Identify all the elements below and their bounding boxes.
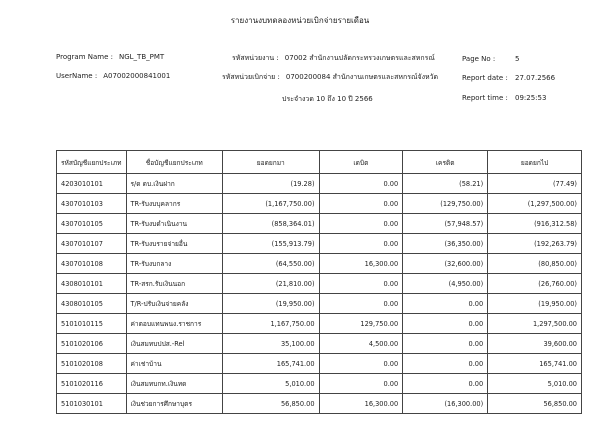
cell-credit: (32,600.00) (403, 254, 488, 274)
cell-opening-balance: 5,010.00 (223, 374, 320, 394)
table-row (57, 254, 582, 274)
cell-credit: (4,950.00) (403, 274, 488, 294)
cell-account-code: 5101020116 (57, 374, 127, 394)
report-title: รายงานงบทดลองหน่วยเบิกจ่ายรายเดือน (230, 16, 370, 25)
table-row (57, 374, 582, 394)
cell-account-name: TR-รับงบรายจ่ายอื่น (126, 234, 222, 254)
header-credit: เครดิต (403, 151, 488, 174)
agency-code-label: รหัสหน่วยงาน : (232, 54, 279, 62)
cell-credit: 0.00 (403, 354, 488, 374)
report-date (462, 74, 555, 82)
user-name-label: UserName : (56, 72, 98, 80)
cell-debit: 0.00 (319, 234, 403, 254)
report-time-value: 09:25:53 (515, 94, 547, 102)
cell-debit: 0.00 (319, 214, 403, 234)
cell-credit: (129,750.00) (403, 194, 488, 214)
cell-debit: 0.00 (319, 174, 403, 194)
cell-account-code: 5101020106 (57, 334, 127, 354)
page-number-label: Page No : (462, 55, 496, 63)
table-row (57, 354, 582, 374)
table-row (57, 274, 582, 294)
table-body (57, 174, 582, 414)
report-date-label: Report date : (462, 74, 508, 82)
cell-debit: 0.00 (319, 374, 403, 394)
page-number (462, 55, 519, 63)
cell-credit: (16,300.00) (403, 394, 488, 414)
disburse-unit-value: 0700200084 สำนักงานเกษตรและสหกรณ์จังหวัด (285, 73, 439, 81)
cell-credit: 0.00 (403, 374, 488, 394)
header-account-name: ชื่อบัญชีแยกประเภท (126, 151, 222, 174)
cell-debit: 0.00 (319, 354, 403, 374)
cell-account-name: ค่าตอบแทนพนง.ราชการ (126, 314, 222, 334)
table-header-row (57, 151, 582, 174)
program-name-value: NGL_TB_PMT (119, 53, 165, 61)
cell-closing-balance: (26,760.00) (488, 274, 582, 294)
cell-closing-balance: (192,263.79) (488, 234, 582, 254)
cell-account-code: 4203010101 (57, 174, 127, 194)
cell-opening-balance: (64,550.00) (223, 254, 320, 274)
cell-debit: 4,500.00 (319, 334, 403, 354)
cell-account-code: 5101010115 (57, 314, 127, 334)
cell-credit: (57,948.57) (403, 214, 488, 234)
cell-account-name: ร/ด ดบ.เงินฝาก (126, 174, 222, 194)
disburse-unit-label: รหัสหน่วยเบิกจ่าย : (222, 73, 280, 81)
cell-debit: 16,300.00 (319, 254, 403, 274)
table-row (57, 214, 582, 234)
cell-opening-balance: (155,913.79) (223, 234, 320, 254)
cell-opening-balance: 35,100.00 (223, 334, 320, 354)
cell-account-code: 4308010105 (57, 294, 127, 314)
report-time (462, 94, 546, 102)
header-closing-balance: ยอดยกไป (488, 151, 582, 174)
header-opening-balance: ยอดยกมา (223, 151, 320, 174)
cell-debit: 129,750.00 (319, 314, 403, 334)
cell-account-name: T/R-ปรับเงินจ่ายคลัง (126, 294, 222, 314)
cell-opening-balance: 56,850.00 (223, 394, 320, 414)
table-row (57, 334, 582, 354)
cell-opening-balance: (1,167,750.00) (223, 194, 320, 214)
cell-opening-balance: 165,741.00 (223, 354, 320, 374)
cell-account-name: TR-รับงบกลาง (126, 254, 222, 274)
cell-credit: (58.21) (403, 174, 488, 194)
cell-closing-balance: 56,850.00 (488, 394, 582, 414)
cell-credit: (36,350.00) (403, 234, 488, 254)
cell-account-name: เงินช่วยการศึกษาบุตร (126, 394, 222, 414)
cell-account-code: 4307010105 (57, 214, 127, 234)
cell-account-name: เงินสมทบกท.เงินทด (126, 374, 222, 394)
table-row (57, 234, 582, 254)
cell-account-name: เงินสมทบปปส.-Rel (126, 334, 222, 354)
cell-closing-balance: (80,850.00) (488, 254, 582, 274)
cell-account-code: 5101020108 (57, 354, 127, 374)
cell-account-code: 4308010101 (57, 274, 127, 294)
report-period: ประจำงวด 10 ถึง 10 ปี 2566 (282, 95, 373, 103)
program-name-label: Program Name : (56, 53, 113, 61)
header-debit: เดบิต (319, 151, 403, 174)
table-row (57, 314, 582, 334)
cell-closing-balance: (19,950.00) (488, 294, 582, 314)
cell-credit: 0.00 (403, 314, 488, 334)
cell-closing-balance: (77.49) (488, 174, 582, 194)
cell-opening-balance: 1,167,750.00 (223, 314, 320, 334)
cell-debit: 0.00 (319, 194, 403, 214)
cell-credit: 0.00 (403, 294, 488, 314)
trial-balance-table (56, 150, 582, 414)
cell-account-code: 4307010103 (57, 194, 127, 214)
report-time-label: Report time : (462, 94, 508, 102)
report-date-value: 27.07.2566 (515, 74, 556, 82)
cell-account-name: TR-สรก.รับเงินนอก (126, 274, 222, 294)
table-row (57, 174, 582, 194)
table-row (57, 394, 582, 414)
cell-debit: 0.00 (319, 294, 403, 314)
agency-code-value: 07002 สำนักงานปลัดกระทรวงเกษตรและสหกรณ์ (284, 54, 435, 62)
page-number-value: 5 (515, 55, 520, 63)
cell-debit: 0.00 (319, 274, 403, 294)
table-row (57, 294, 582, 314)
cell-closing-balance: (1,297,500.00) (488, 194, 582, 214)
cell-closing-balance: 5,010.00 (488, 374, 582, 394)
cell-account-code: 4307010108 (57, 254, 127, 274)
cell-closing-balance: 165,741.00 (488, 354, 582, 374)
cell-account-name: ค่าเช่าบ้าน (126, 354, 222, 374)
cell-debit: 16,300.00 (319, 394, 403, 414)
cell-opening-balance: (19,950.00) (223, 294, 320, 314)
cell-account-code: 5101030101 (57, 394, 127, 414)
cell-opening-balance: (19.28) (223, 174, 320, 194)
cell-opening-balance: (858,364.01) (223, 214, 320, 234)
cell-account-name: TR-รับงบดำเนินงาน (126, 214, 222, 234)
cell-account-code: 4307010107 (57, 234, 127, 254)
cell-closing-balance: 1,297,500.00 (488, 314, 582, 334)
cell-closing-balance: 39,600.00 (488, 334, 582, 354)
user-name (56, 72, 170, 80)
cell-account-name: TR-รับงบบุคลากร (126, 194, 222, 214)
header-account-code: รหัสบัญชีแยกประเภท (57, 151, 127, 174)
cell-closing-balance: (916,312.58) (488, 214, 582, 234)
table-row (57, 194, 582, 214)
agency-code (232, 53, 435, 64)
cell-opening-balance: (21,810.00) (223, 274, 320, 294)
cell-credit: 0.00 (403, 334, 488, 354)
user-name-value: A07002000841001 (103, 72, 171, 80)
program-name (56, 53, 164, 61)
disburse-unit (222, 72, 438, 83)
